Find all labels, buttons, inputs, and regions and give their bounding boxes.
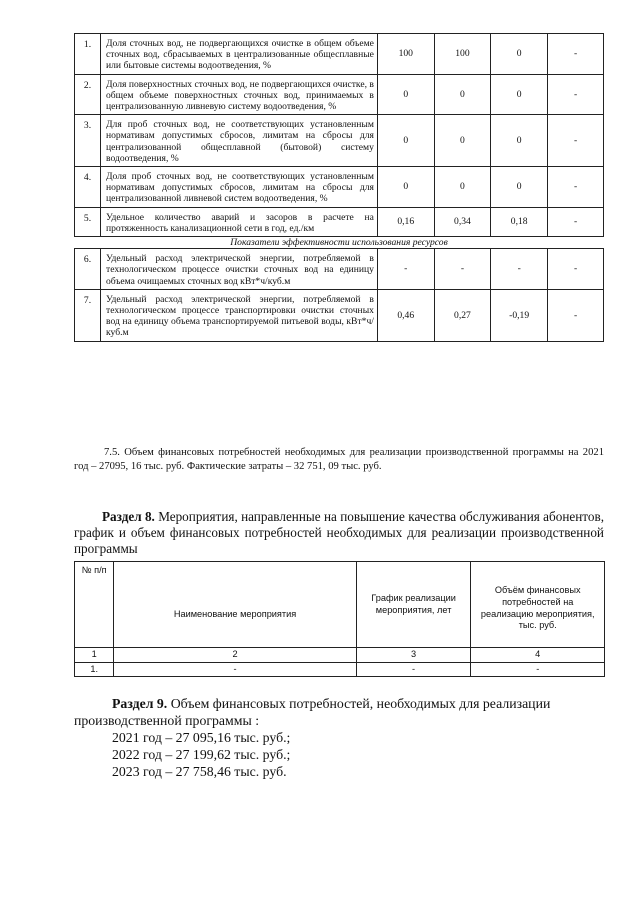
row-value: - [548, 167, 604, 208]
table-row [75, 289, 604, 341]
row-value: - [434, 249, 491, 290]
row-value: - [377, 249, 434, 290]
row-value: 0,16 [377, 207, 434, 236]
header-number: № п/п [75, 562, 114, 648]
table-numbering-row [75, 648, 605, 663]
table-row [75, 662, 605, 677]
row-value: 0 [434, 74, 491, 115]
table-cell: 3 [356, 648, 471, 663]
row-value: - [548, 207, 604, 236]
indicators-table [74, 33, 604, 342]
section-8-label: Раздел 8. [102, 509, 155, 524]
table-cell: - [114, 662, 356, 677]
row-value: -0,19 [491, 289, 548, 341]
section-9-text: Объем финансовых потребностей, необходимых для реализации производственной программы : [74, 696, 551, 728]
row-description: Доля проб сточных вод, не соответствующих установленным нормативам допустимых сбросов, лимитам на сбросы для централизованной ливневой систем водоотведения, % [101, 167, 378, 208]
row-value: 0,18 [491, 207, 548, 236]
row-value: 0 [377, 115, 434, 167]
table-row [75, 74, 604, 115]
row-value: - [548, 34, 604, 75]
table-row [75, 115, 604, 167]
section-9-heading [74, 695, 604, 729]
row-value: 100 [434, 34, 491, 75]
row-value: - [548, 115, 604, 167]
row-value: 0 [491, 74, 548, 115]
table-cell: 1 [75, 648, 114, 663]
measures-table [74, 561, 605, 677]
row-number: 6. [75, 249, 101, 290]
row-description: Удельное количество аварий и засоров в расчете на протяженность канализационной сети в год, ед./км [101, 207, 378, 236]
row-value: 0 [377, 167, 434, 208]
row-description: Удельный расход электрической энергии, потребляемой в технологическом процессе транспортировки очистки сточных вод на единицу объема транспортируемой питьевой воды, кВт*ч/куб.м [101, 289, 378, 341]
row-value: 0,46 [377, 289, 434, 341]
row-description: Удельный расход электрической энергии, потребляемой в технологическом процессе очистки сточных вод на единицу объема очищаемых сточных вод кВт*ч/куб.м [101, 249, 378, 290]
table-cell: 2 [114, 648, 356, 663]
row-value: - [548, 249, 604, 290]
row-description: Доля сточных вод, не подвергающихся очистке в общем объеме сточных вод, сбрасываемых в централизованные общесплавные или бытовые системы водоотведения, % [101, 34, 378, 75]
row-value: 0,34 [434, 207, 491, 236]
year-amount-2023: 2023 год – 27 758,46 тыс. руб. [112, 764, 287, 779]
table-cell: 1. [75, 662, 114, 677]
row-number: 2. [75, 74, 101, 115]
header-measure-name: Наименование мероприятия [114, 562, 356, 648]
row-value: - [548, 74, 604, 115]
section-9 [74, 695, 604, 780]
section-8-heading [74, 509, 604, 557]
row-value: 0 [491, 34, 548, 75]
table-row [75, 167, 604, 208]
row-value: - [548, 289, 604, 341]
table-row [75, 34, 604, 75]
row-value: 0,27 [434, 289, 491, 341]
section-8-text: Мероприятия, направленные на повышение качества обслуживания абонентов, график и объем финансовых потребностей необходимых для реализации производственной программы [74, 509, 604, 556]
row-number: 1. [75, 34, 101, 75]
year-amount-2022: 2022 год – 27 199,62 тыс. руб.; [112, 747, 291, 762]
section-title: Показатели эффективности использования ресурсов [75, 237, 604, 249]
row-value: 100 [377, 34, 434, 75]
section-row [75, 237, 604, 249]
financial-needs-paragraph: 7.5. Объем финансовых потребностей необходимых для реализации производственной программы на 2021 год – 27095, 16 тыс. руб. Фактические затраты – 32 751, 09 тыс. руб. [74, 447, 604, 473]
table-cell: - [471, 662, 605, 677]
row-number: 7. [75, 289, 101, 341]
table-row [75, 249, 604, 290]
row-description: Для проб сточных вод, не соответствующих установленным нормативам допустимых сбросов, лимитам на сбросы для централизованной общесплавной (бытовой) систему водоотведения, % [101, 115, 378, 167]
table-cell: - [356, 662, 471, 677]
table-row [75, 207, 604, 236]
row-description: Доля поверхностных сточных вод, не подвергающихся очистке, в общем объеме поверхностных сточных вод, принимаемых в централизованную ливневую систему водоотведения, % [101, 74, 378, 115]
row-value: 0 [434, 115, 491, 167]
row-value: 0 [377, 74, 434, 115]
row-number: 5. [75, 207, 101, 236]
header-schedule: График реализации мероприятия, лет [356, 562, 471, 648]
row-number: 3. [75, 115, 101, 167]
table-cell: 4 [471, 648, 605, 663]
row-value: 0 [491, 115, 548, 167]
row-value: 0 [491, 167, 548, 208]
header-financial-needs: Объём финансовых потребностей на реализацию мероприятия, тыс. руб. [471, 562, 605, 648]
row-number: 4. [75, 167, 101, 208]
year-amount-2021: 2021 год – 27 095,16 тыс. руб.; [112, 730, 291, 745]
row-value: - [491, 249, 548, 290]
section-9-label: Раздел 9. [112, 696, 168, 711]
row-value: 0 [434, 167, 491, 208]
table-header-row [75, 562, 605, 648]
